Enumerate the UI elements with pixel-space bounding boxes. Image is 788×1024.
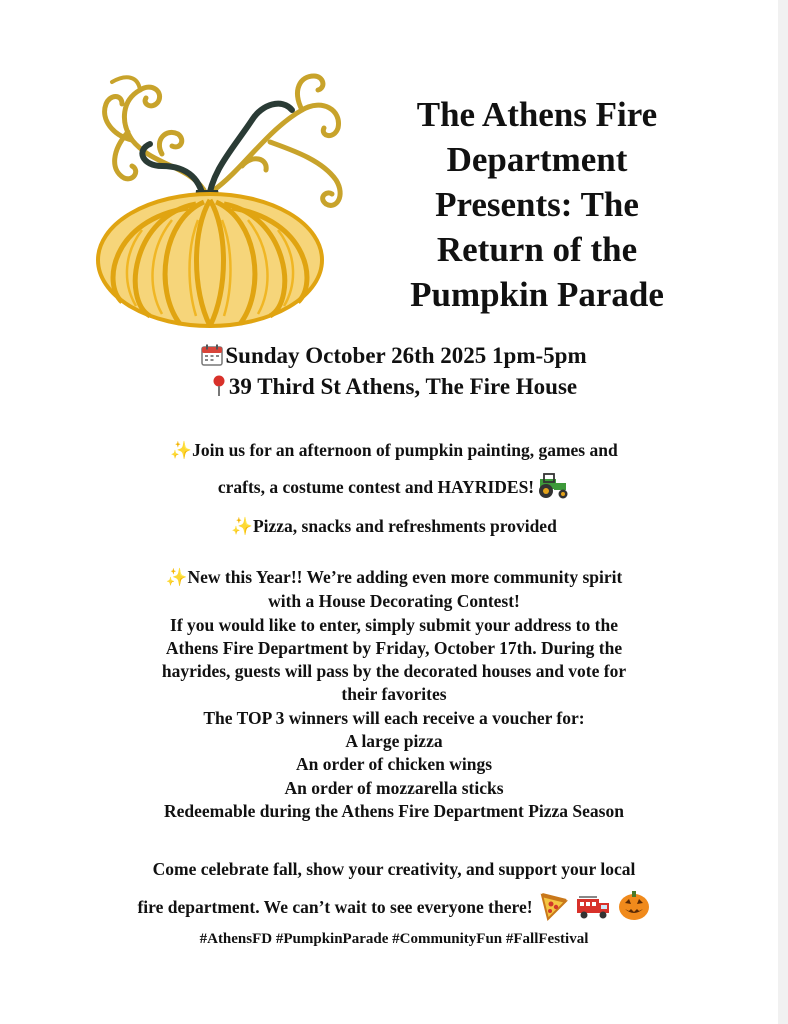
contest-section bbox=[40, 566, 748, 823]
food-line: Pizza, snacks and refreshments provided bbox=[252, 516, 557, 536]
pumpkin-illustration bbox=[92, 70, 362, 328]
contest-line: hayrides, guests will pass by the decorated houses and vote for bbox=[161, 661, 627, 682]
activities-line-1: Join us for an afternoon of pumpkin painting, games and bbox=[192, 440, 618, 460]
sparkle-icon: ✨ bbox=[165, 568, 188, 588]
event-location: 39 Third St Athens, The Fire House bbox=[228, 374, 578, 399]
tractor-icon bbox=[536, 473, 570, 499]
closing-line-2: fire department. We can’t wait to see everyone there! bbox=[137, 897, 533, 917]
sparkle-icon: ✨ bbox=[170, 441, 193, 461]
page-title: The Athens Fire Department Presents: The Return of the Pumpkin Parade bbox=[410, 95, 664, 314]
pizza-icon bbox=[539, 891, 569, 921]
food-section bbox=[40, 516, 748, 537]
hashtags bbox=[40, 931, 748, 948]
hashtag-line: #AthensFD #PumpkinParade #CommunityFun #FallFestival bbox=[199, 931, 589, 947]
contest-line: with a House Decorating Contest! bbox=[268, 591, 520, 612]
event-date-line bbox=[40, 340, 748, 371]
event-date: Sunday October 26th 2025 1pm-5pm bbox=[225, 343, 587, 368]
contest-line: The TOP 3 winners will each receive a voucher for: bbox=[203, 707, 585, 728]
prize-item: An order of chicken wings bbox=[295, 754, 493, 775]
prize-item: A large pizza bbox=[345, 731, 443, 752]
jack-o-lantern-icon bbox=[617, 889, 651, 921]
activities-section bbox=[40, 432, 748, 505]
activities-line-2: crafts, a costume contest and HAYRIDES! bbox=[217, 477, 535, 497]
contest-line: Athens Fire Department by Friday, October 17th. During the bbox=[165, 637, 623, 658]
event-location-line bbox=[40, 371, 748, 402]
contest-line: If you would like to enter, simply submit your address to the bbox=[170, 614, 618, 635]
closing-line-1: Come celebrate fall, show your creativity, and support your local bbox=[152, 859, 636, 879]
fire-truck-icon bbox=[575, 893, 611, 921]
prize-item: An order of mozzarella sticks bbox=[284, 777, 504, 798]
contest-line: New this Year!! We’re adding even more community spirit bbox=[187, 567, 623, 587]
page-edge bbox=[778, 0, 788, 1024]
contest-line: their favorites bbox=[341, 684, 447, 705]
sparkle-icon: ✨ bbox=[231, 517, 253, 537]
closing-section bbox=[40, 850, 748, 926]
event-details bbox=[40, 340, 748, 402]
calendar-icon bbox=[201, 344, 223, 366]
pin-icon bbox=[211, 375, 227, 397]
contest-line: Redeemable during the Athens Fire Department Pizza Season bbox=[164, 800, 624, 821]
